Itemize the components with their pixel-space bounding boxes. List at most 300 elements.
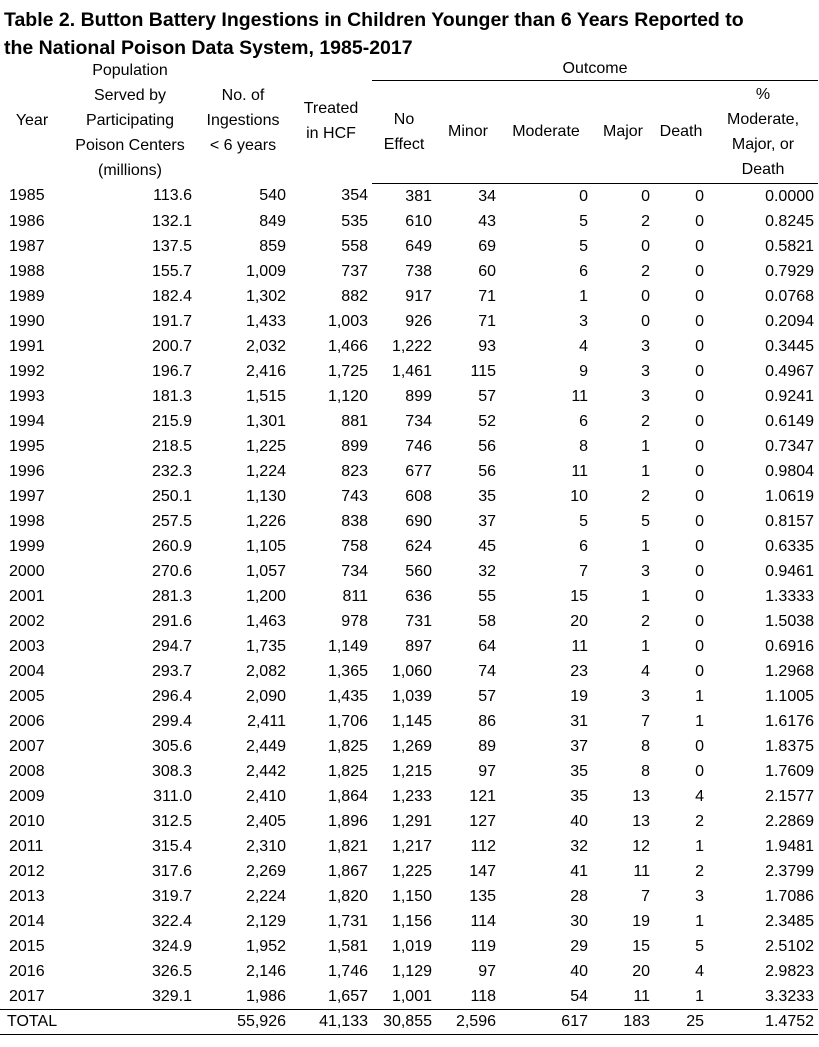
table-cell: 30 <box>570 912 588 930</box>
table-cell: 8 <box>641 762 650 780</box>
table-row <box>0 709 818 734</box>
table-row <box>0 884 818 909</box>
table-cell: 34 <box>478 187 496 205</box>
table-row <box>0 559 818 584</box>
table-cell: 2,442 <box>245 762 286 780</box>
table-cell: 3 <box>641 562 650 580</box>
table-cell: 41 <box>570 862 588 880</box>
table-cell: 743 <box>341 487 368 505</box>
table-cell: 11 <box>633 987 650 1005</box>
table-cell: 182.4 <box>151 287 192 305</box>
table-cell: 20 <box>570 612 588 630</box>
table-cell: 882 <box>341 287 368 305</box>
table-row <box>0 684 818 709</box>
table-cell: 4 <box>695 962 704 980</box>
table-cell: 0.9241 <box>765 387 815 405</box>
table-cell: 0 <box>695 187 704 205</box>
table-cell: 734 <box>405 412 432 430</box>
table-row <box>0 534 818 559</box>
table-cell: 1,291 <box>391 812 432 830</box>
table-cell: 1,156 <box>391 912 432 930</box>
table-cell: 1,225 <box>391 862 432 880</box>
table-cell: 849 <box>259 212 286 230</box>
table-cell: 32 <box>478 562 496 580</box>
table-cell: 1.2968 <box>765 662 815 680</box>
table-row <box>0 209 818 234</box>
year-cell: 2003 <box>9 637 45 655</box>
table-cell: 1,365 <box>327 662 368 680</box>
header-year: Year <box>15 112 49 129</box>
total-cell: 55,926 <box>196 1009 290 1034</box>
table-cell: 5 <box>641 512 650 530</box>
table-row <box>0 409 818 434</box>
year-cell: 1998 <box>9 512 45 530</box>
table-cell: 859 <box>259 237 286 255</box>
table-cell: 1.3333 <box>765 587 815 605</box>
table-cell: 8 <box>579 437 588 455</box>
table-cell: 0.0768 <box>765 287 815 305</box>
year-cell: 2011 <box>9 837 44 855</box>
table-cell: 0.8245 <box>765 212 815 230</box>
table-cell: 23 <box>570 662 588 680</box>
year-cell: 2007 <box>9 737 45 755</box>
table-cell: 305.6 <box>151 737 192 755</box>
table-row <box>0 834 818 859</box>
table-cell: 0.9461 <box>765 562 815 580</box>
year-cell: 2014 <box>9 912 45 930</box>
table-cell: 329.1 <box>151 987 192 1005</box>
table-cell: 260.9 <box>151 537 192 555</box>
table-cell: 326.5 <box>151 962 192 980</box>
header-death: Death <box>654 81 708 184</box>
year-cell: 1988 <box>9 262 45 280</box>
table-cell: 0 <box>695 362 704 380</box>
table-cell: 250.1 <box>151 487 192 505</box>
table-row <box>0 634 818 659</box>
table-cell: 2.5102 <box>765 937 815 955</box>
table-cell: 2,032 <box>245 337 286 355</box>
table-cell: 881 <box>341 412 368 430</box>
table-cell: 40 <box>570 962 588 980</box>
header-minor: Minor <box>436 81 500 184</box>
table-cell: 1,149 <box>327 637 368 655</box>
table-row <box>0 659 818 684</box>
table-cell: 86 <box>478 712 496 730</box>
table-cell: 5 <box>579 237 588 255</box>
year-cell: 2015 <box>9 937 45 955</box>
table-cell: 381 <box>405 187 432 205</box>
table-cell: 1,746 <box>327 962 368 980</box>
year-cell: 1995 <box>9 437 45 455</box>
table-cell: 1,269 <box>391 737 432 755</box>
table-cell: 89 <box>478 737 496 755</box>
table-cell: 0.2094 <box>765 312 815 330</box>
table-cell: 1 <box>695 912 704 930</box>
table-cell: 200.7 <box>151 337 192 355</box>
table-row <box>0 259 818 284</box>
title-line-2: the National Poison Data System, 1985-2017 <box>4 37 413 59</box>
table-cell: 1,120 <box>327 387 368 405</box>
table-cell: 1,952 <box>245 937 286 955</box>
table-cell: 3 <box>641 362 650 380</box>
table-cell: 35 <box>570 762 588 780</box>
table-cell: 1,463 <box>245 612 286 630</box>
table-cell: 0 <box>641 237 650 255</box>
table-cell: 610 <box>405 212 432 230</box>
year-cell: 2013 <box>9 887 45 905</box>
table-cell: 315.4 <box>151 837 192 855</box>
total-cell: 25 <box>654 1009 708 1034</box>
year-cell: 2001 <box>9 587 45 605</box>
table-cell: 1 <box>695 712 704 730</box>
table-cell: 35 <box>570 787 588 805</box>
header-population: Population Served by Participating Poison Centers (millions) <box>75 62 185 179</box>
table-cell: 0 <box>695 212 704 230</box>
table-cell: 558 <box>341 237 368 255</box>
table-row <box>0 309 818 334</box>
table-row <box>0 284 818 309</box>
table-cell: 135 <box>469 887 496 905</box>
table-cell: 1,825 <box>327 762 368 780</box>
table-cell: 115 <box>470 362 496 380</box>
table-cell: 1 <box>695 987 704 1005</box>
table-cell: 0.8157 <box>765 512 815 530</box>
table-cell: 2 <box>641 212 650 230</box>
table-cell: 1,060 <box>391 662 432 680</box>
table-cell: 2,410 <box>245 787 286 805</box>
table-cell: 1.1005 <box>765 687 815 705</box>
table-cell: 58 <box>478 612 496 630</box>
table-cell: 2,416 <box>245 362 286 380</box>
table-cell: 1 <box>641 587 650 605</box>
total-cell: 41,133 <box>290 1009 372 1034</box>
table-cell: 114 <box>470 912 496 930</box>
table-cell: 1,057 <box>245 562 286 580</box>
total-cell <box>64 1009 196 1034</box>
table-cell: 1,735 <box>245 637 286 655</box>
table-cell: 1,129 <box>391 962 432 980</box>
table-cell: 0 <box>695 587 704 605</box>
table-cell: 1,105 <box>245 537 286 555</box>
table-cell: 2,405 <box>245 812 286 830</box>
table-cell: 2.9823 <box>765 962 815 980</box>
table-cell: 636 <box>405 587 432 605</box>
table-cell: 1,009 <box>245 262 286 280</box>
table-cell: 299.4 <box>151 712 192 730</box>
table-cell: 0 <box>641 287 650 305</box>
table-cell: 811 <box>342 587 368 605</box>
table-cell: 0.9804 <box>765 462 815 480</box>
table-cell: 1,725 <box>327 362 368 380</box>
table-cell: 1,233 <box>391 787 432 805</box>
table-cell: 1,039 <box>391 687 432 705</box>
table-cell: 2,224 <box>245 887 286 905</box>
table-cell: 758 <box>341 537 368 555</box>
table-cell: 97 <box>478 762 496 780</box>
table-cell: 119 <box>470 937 496 955</box>
total-cell: 1.4752 <box>708 1009 818 1034</box>
table-cell: 294.7 <box>151 637 192 655</box>
table-cell: 0 <box>695 487 704 505</box>
table-cell: 1,706 <box>327 712 368 730</box>
table-cell: 40 <box>570 812 588 830</box>
table-cell: 746 <box>405 437 432 455</box>
year-cell: 1987 <box>9 237 45 255</box>
table-cell: 97 <box>478 962 496 980</box>
table-cell: 0 <box>695 662 704 680</box>
table-row <box>0 459 818 484</box>
table-cell: 0 <box>695 312 704 330</box>
table-cell: 6 <box>579 412 588 430</box>
table-cell: 0.3445 <box>765 337 815 355</box>
table-cell: 354 <box>341 187 368 205</box>
table-row <box>0 859 818 884</box>
table-cell: 15 <box>632 937 650 955</box>
table-row <box>0 759 818 784</box>
table-cell: 0 <box>641 312 650 330</box>
table-cell: 624 <box>405 537 432 555</box>
table-cell: 649 <box>405 237 432 255</box>
table-cell: 926 <box>405 312 432 330</box>
table-cell: 0.0000 <box>765 187 815 205</box>
table-cell: 15 <box>570 587 588 605</box>
table-cell: 1.5038 <box>765 612 815 630</box>
table-cell: 1 <box>641 437 650 455</box>
table-cell: 232.3 <box>151 462 192 480</box>
year-cell: 2017 <box>9 987 45 1005</box>
table-row <box>0 734 818 759</box>
table-cell: 147 <box>469 862 496 880</box>
year-cell: 1989 <box>9 287 45 305</box>
table-cell: 2.1577 <box>765 787 815 805</box>
header-moderate: Moderate <box>500 81 592 184</box>
table-cell: 690 <box>405 512 432 530</box>
year-cell: 2006 <box>9 712 45 730</box>
table-cell: 2 <box>695 812 704 830</box>
table-cell: 0 <box>579 187 588 205</box>
table-cell: 0 <box>695 287 704 305</box>
table-cell: 0 <box>695 412 704 430</box>
table-cell: 1,001 <box>391 987 432 1005</box>
year-cell: 2005 <box>9 687 45 705</box>
table-cell: 1,301 <box>245 412 286 430</box>
table-cell: 1.6176 <box>765 712 815 730</box>
header-no-effect: No Effect <box>372 81 436 184</box>
table-cell: 978 <box>341 612 368 630</box>
table-cell: 118 <box>470 987 496 1005</box>
year-cell: 2012 <box>9 862 45 880</box>
table-cell: 1.9481 <box>765 837 815 855</box>
table-cell: 2 <box>641 262 650 280</box>
table-cell: 2 <box>641 487 650 505</box>
table-cell: 897 <box>405 637 432 655</box>
table-cell: 10 <box>570 487 588 505</box>
table-cell: 3.3233 <box>765 987 815 1005</box>
table-cell: 1,731 <box>327 912 368 930</box>
table-cell: 11 <box>571 387 588 405</box>
table-cell: 2,269 <box>245 862 286 880</box>
table-cell: 71 <box>478 287 496 305</box>
header-outcome: Outcome <box>372 58 818 81</box>
table-cell: 19 <box>632 912 650 930</box>
table-cell: 0 <box>695 237 704 255</box>
table-cell: 738 <box>405 262 432 280</box>
table-cell: 32 <box>570 837 588 855</box>
table-cell: 293.7 <box>151 662 192 680</box>
year-cell: 1991 <box>9 337 45 355</box>
table-cell: 2,129 <box>245 912 286 930</box>
table-cell: 540 <box>259 187 286 205</box>
table-cell: 319.7 <box>151 887 192 905</box>
table-cell: 11 <box>633 862 650 880</box>
table-row <box>0 584 818 609</box>
table-cell: 3 <box>641 337 650 355</box>
table-cell: 4 <box>695 787 704 805</box>
table-cell: 5 <box>579 512 588 530</box>
table-cell: 677 <box>405 462 432 480</box>
year-cell: 1999 <box>9 537 45 555</box>
table-cell: 29 <box>570 937 588 955</box>
table-cell: 1,435 <box>327 687 368 705</box>
table-cell: 1,867 <box>327 862 368 880</box>
table-cell: 3 <box>695 887 704 905</box>
table-cell: 137.5 <box>151 237 192 255</box>
table-cell: 1,821 <box>327 837 368 855</box>
table-cell: 1 <box>641 637 650 655</box>
table-cell: 11 <box>571 462 588 480</box>
table-cell: 0 <box>695 387 704 405</box>
table-cell: 1,825 <box>327 737 368 755</box>
table-cell: 1,581 <box>327 937 368 955</box>
table-cell: 1,003 <box>327 312 368 330</box>
header-treated: Treated in HCF <box>303 99 359 142</box>
table-cell: 132.1 <box>151 212 192 230</box>
table-cell: 8 <box>641 737 650 755</box>
table-cell: 2,146 <box>245 962 286 980</box>
table-cell: 56 <box>478 462 496 480</box>
table-cell: 7 <box>641 712 650 730</box>
table-cell: 0 <box>695 562 704 580</box>
table-cell: 57 <box>478 387 496 405</box>
table-cell: 9 <box>579 362 588 380</box>
table-cell: 0 <box>695 612 704 630</box>
table-cell: 56 <box>478 437 496 455</box>
table-cell: 5 <box>695 937 704 955</box>
table-cell: 43 <box>478 212 496 230</box>
year-cell: 1986 <box>9 212 45 230</box>
table-cell: 1,150 <box>391 887 432 905</box>
table-cell: 52 <box>478 412 496 430</box>
table-cell: 35 <box>478 487 496 505</box>
table-row <box>0 609 818 634</box>
table-cell: 1 <box>695 837 704 855</box>
header-ingestions: No. of Ingestions < 6 years <box>206 87 280 154</box>
table-cell: 1.0619 <box>765 487 815 505</box>
table-cell: 2 <box>695 862 704 880</box>
table-cell: 13 <box>632 812 650 830</box>
table-cell: 3 <box>641 687 650 705</box>
table-cell: 11 <box>571 637 588 655</box>
year-cell: 1992 <box>9 362 45 380</box>
table-row <box>0 959 818 984</box>
total-cell: 2,596 <box>436 1009 500 1034</box>
table-cell: 1,226 <box>245 512 286 530</box>
table-cell: 7 <box>641 887 650 905</box>
table-cell: 7 <box>579 562 588 580</box>
table-cell: 0 <box>641 187 650 205</box>
table-cell: 155.7 <box>151 262 192 280</box>
table-row <box>0 809 818 834</box>
table-cell: 31 <box>570 712 588 730</box>
table-cell: 1,466 <box>327 337 368 355</box>
table-row <box>0 784 818 809</box>
table-row <box>0 359 818 384</box>
table-cell: 45 <box>478 537 496 555</box>
table-cell: 899 <box>405 387 432 405</box>
year-cell: 2009 <box>9 787 45 805</box>
table-cell: 37 <box>570 737 588 755</box>
table-cell: 899 <box>341 437 368 455</box>
table-cell: 1,019 <box>391 937 432 955</box>
table-row <box>0 334 818 359</box>
table-cell: 0 <box>695 762 704 780</box>
table-cell: 1,820 <box>327 887 368 905</box>
table-cell: 121 <box>469 787 496 805</box>
year-cell: 2010 <box>9 812 45 830</box>
table-cell: 57 <box>478 687 496 705</box>
table-cell: 1 <box>695 687 704 705</box>
table-cell: 1,986 <box>245 987 286 1005</box>
table-cell: 1,461 <box>391 362 432 380</box>
table-cell: 737 <box>341 262 368 280</box>
table-row <box>0 484 818 509</box>
table-cell: 93 <box>478 337 496 355</box>
table-cell: 54 <box>570 987 588 1005</box>
table-cell: 322.4 <box>151 912 192 930</box>
table-cell: 1,215 <box>391 762 432 780</box>
table-cell: 20 <box>632 962 650 980</box>
table-cell: 218.5 <box>151 437 192 455</box>
table-cell: 69 <box>478 237 496 255</box>
table-cell: 113.6 <box>153 187 192 205</box>
year-cell: 2002 <box>9 612 45 630</box>
table-cell: 535 <box>341 212 368 230</box>
table-cell: 6 <box>579 537 588 555</box>
table-cell: 0 <box>695 512 704 530</box>
table-cell: 1.8375 <box>765 737 815 755</box>
table-cell: 1,224 <box>245 462 286 480</box>
table-cell: 4 <box>641 662 650 680</box>
table-title <box>0 0 819 58</box>
table-cell: 2 <box>641 412 650 430</box>
table-cell: 55 <box>478 587 496 605</box>
table-cell: 2.3799 <box>765 862 815 880</box>
table-cell: 317.6 <box>151 862 192 880</box>
table-cell: 1,130 <box>245 487 286 505</box>
table-cell: 1,864 <box>327 787 368 805</box>
table-cell: 281.3 <box>151 587 192 605</box>
table-cell: 1,217 <box>391 837 432 855</box>
table-cell: 1 <box>641 537 650 555</box>
table-cell: 0.5821 <box>765 237 815 255</box>
table-cell: 0 <box>695 637 704 655</box>
table-row <box>0 384 818 409</box>
battery-ingestion-table <box>0 58 818 1035</box>
table-cell: 311.0 <box>153 787 192 805</box>
year-cell: 2008 <box>9 762 45 780</box>
header-major: Major <box>592 81 654 184</box>
table-cell: 734 <box>341 562 368 580</box>
